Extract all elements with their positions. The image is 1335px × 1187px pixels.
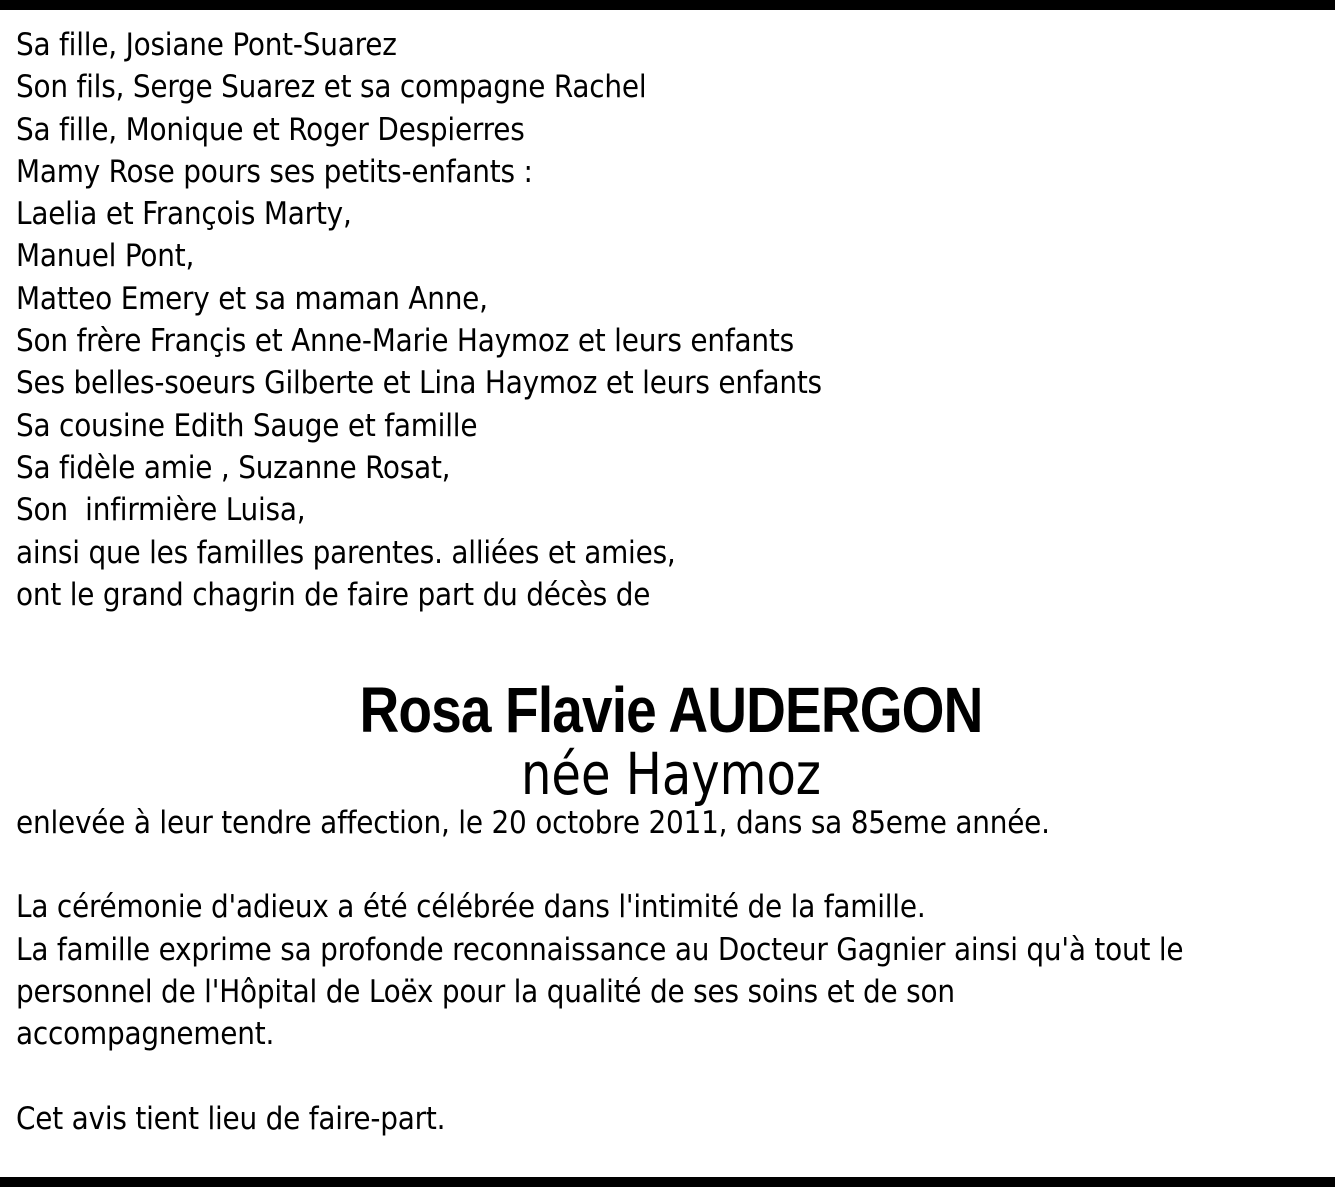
deceased-maiden-name: née Haymoz [520, 740, 822, 809]
family-line: Son frère Françis et Anne-Marie Haymoz et leurs enfants [16, 323, 794, 360]
ceremony-line: La famille exprime sa profonde reconnaissance au Docteur Gagnier ainsi qu'à tout le [16, 931, 1184, 968]
family-line: Sa fidèle amie , Suzanne Rosat, [16, 449, 451, 486]
ceremony-paragraph [16, 886, 1326, 1055]
closing-paragraph [16, 1098, 1326, 1140]
family-line: Mamy Rose pours ses petits-enfants : [16, 153, 533, 190]
paragraph-gap [16, 844, 1326, 886]
deceased-name: Rosa Flavie AUDERGON [359, 674, 983, 747]
closing-line: Cet avis tient lieu de faire-part. [16, 1100, 446, 1137]
death-line: enlevée à leur tendre affection, le 20 octobre 2011, dans sa 85eme année. [16, 805, 1050, 842]
family-line: Sa fille, Josiane Pont-Suarez [16, 27, 397, 63]
family-line: Son fils, Serge Suarez et sa compagne Rachel [16, 69, 647, 106]
family-line: Laelia et François Marty, [16, 196, 352, 233]
top-border-rule [0, 0, 1335, 10]
family-line: Manuel Pont, [16, 238, 195, 275]
family-line: Sa fille, Monique et Roger Despierres [16, 111, 525, 148]
family-line: ainsi que les familles parentes. alliées et amies, [16, 534, 676, 571]
family-list [16, 24, 1326, 616]
ceremony-line: personnel de l'Hôpital de Loëx pour la qualité de ses soins et de son [16, 974, 955, 1011]
family-line: Ses belles-soeurs Gilberte et Lina Haymoz et leurs enfants [16, 365, 822, 402]
death-notice [16, 24, 1326, 1140]
family-line: Sa cousine Edith Sauge et famille [16, 407, 478, 444]
family-line: Son infirmière Luisa, [16, 492, 306, 529]
ceremony-line: accompagnement. [16, 1016, 275, 1053]
bottom-border-rule [0, 1177, 1335, 1187]
family-line: ont le grand chagrin de faire part du décès de [16, 576, 651, 613]
death-announcement [16, 802, 1326, 844]
paragraph-gap [16, 1056, 1326, 1098]
ceremony-line: La cérémonie d'adieux a été célébrée dans l'intimité de la famille. [16, 889, 926, 926]
family-line: Matteo Emery et sa maman Anne, [16, 280, 488, 317]
